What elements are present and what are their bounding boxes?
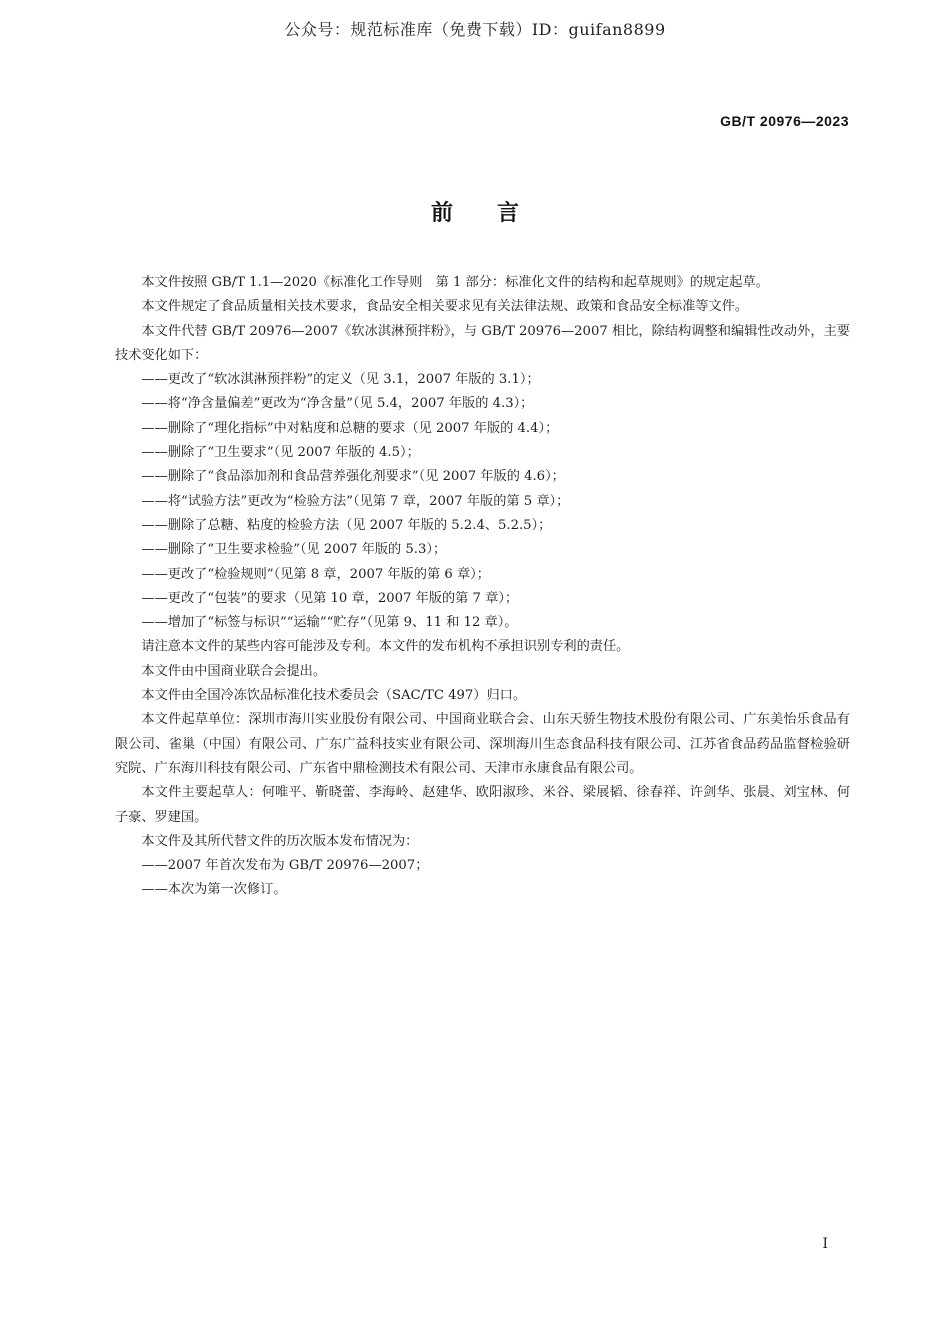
change-item: ——删除了“食品添加剂和食品营养强化剂要求”（见 2007 年版的 4.6）； [141, 469, 565, 485]
change-item: ——删除了总糖、粘度的检验方法（见 2007 年版的 5.2.4、5.2.5）； [141, 517, 552, 533]
page-title: 前言 [430, 201, 563, 226]
standard-code: GB/T 20976—2023 [720, 113, 849, 129]
change-item: ——增加了“标签与标识”“运输”“贮存”（见第 9、11 和 12 章）。 [141, 615, 518, 631]
history-item: ——本次为第一次修订。 [141, 882, 287, 898]
paragraph-replacement: 本文件代替 GB/T 20976—2007《软冰淇淋预拌粉》，与 GB/T 20976—2007 相比，除结构调整和编辑性改动外，主要技术变化如下： [115, 323, 850, 363]
paragraph-committee: 本文件由全国冷冻饮品标准化技术委员会（SAC/TC 497）归口。 [141, 688, 527, 704]
paragraph-history-intro: 本文件及其所代替文件的历次版本发布情况为： [141, 833, 419, 849]
document-body [115, 271, 850, 903]
page-number: I [822, 1236, 828, 1252]
change-item: ——更改了“包装”的要求（见第 10 章，2007 年版的第 7 章）； [141, 590, 519, 606]
paragraph-drafters: 本文件主要起草人：何唯平、靳晓蕾、李海岭、赵建华、欧阳淑珍、米谷、梁展韬、徐春祥、许剑华、张晨、刘宝林、何子豪、罗建国。 [115, 785, 850, 825]
paragraph-proposer: 本文件由中国商业联合会提出。 [141, 663, 327, 679]
change-item: ——将“净含量偏差”更改为“净含量”（见 5.4，2007 年版的 4.3）； [141, 396, 534, 412]
paragraph-drafting-units: 本文件起草单位：深圳市海川实业股份有限公司、中国商业联合会、山东天骄生物技术股份有限公司、广东美怡乐食品有限公司、雀巢（中国）有限公司、广东广益科技实业有限公司、深圳海川生态食品科技有限公司、江苏省食品药品监督检验研究院、广东海川科技有限公司、广东省中鼎检测技术有限公司、天津市永康食品有限公司。 [115, 712, 850, 776]
change-item: ——删除了“理化指标”中对粘度和总糖的要求（见 2007 年版的 4.4）； [141, 420, 559, 436]
change-item: ——删除了“卫生要求”（见 2007 年版的 4.5）； [141, 445, 420, 461]
history-item: ——2007 年首次发布为 GB/T 20976—2007； [141, 858, 429, 874]
change-item: ——将“试验方法”更改为“检验方法”（见第 7 章，2007 年版的第 5 章）； [141, 493, 570, 509]
change-item: ——删除了“卫生要求检验”（见 2007 年版的 5.3）； [141, 542, 447, 558]
watermark-banner: 公众号：规范标准库（免费下载）ID：guifan8899 [284, 20, 666, 39]
change-item: ——更改了“软冰淇淋预拌粉”的定义（见 3.1，2007 年版的 3.1）； [141, 372, 540, 388]
paragraph-drafting-rules: 本文件按照 GB/T 1.1—2020《标准化工作导则 第 1 部分：标准化文件的结构和起草规则》的规定起草。 [141, 275, 769, 290]
paragraph-patent-notice: 请注意本文件的某些内容可能涉及专利。本文件的发布机构不承担识别专利的责任。 [141, 639, 630, 655]
paragraph-scope: 本文件规定了食品质量相关技术要求，食品安全相关要求见有关法律法规、政策和食品安全标准等文件。 [141, 299, 749, 315]
change-item: ——更改了“检验规则”（见第 8 章，2007 年版的第 6 章）； [141, 566, 490, 582]
